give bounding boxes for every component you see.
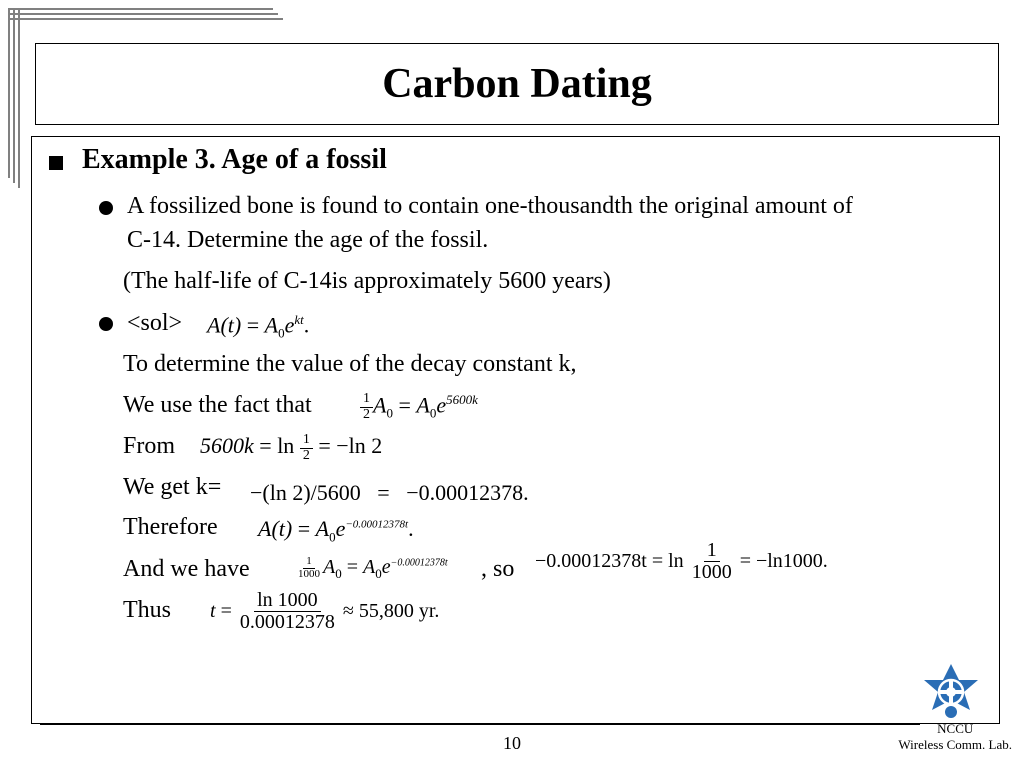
eq-from-den: 2 <box>302 447 310 463</box>
eq-so-eq2: = <box>739 550 751 572</box>
eq-fact-frac <box>360 392 373 422</box>
from-line: From <box>123 433 176 459</box>
eq-thus-rhs: 55,800 yr. <box>358 600 440 622</box>
square-bullet-icon <box>49 156 63 170</box>
eq-model-exp: kt <box>294 312 304 327</box>
eq-therefore-eq: = <box>297 516 311 541</box>
decorative-line <box>8 8 10 178</box>
eq-from-num: 1 <box>300 433 313 449</box>
eq-and-have-sub2: 0 <box>375 566 382 581</box>
eq-thus-lhs: t <box>210 600 216 622</box>
eq-so-lhs: −0.00012378t <box>535 550 647 572</box>
eq-model-eq: = <box>246 312 260 338</box>
eq-fact-eq: = <box>398 392 411 418</box>
eq-therefore-end: . <box>408 516 414 541</box>
eq-model-sub: 0 <box>278 325 285 341</box>
eq-and-have-den: 1000 <box>298 567 320 580</box>
eq-k-value: −0.00012378. <box>406 480 529 505</box>
eq-thus-den: 0.00012378 <box>239 611 335 633</box>
problem-text: A fossilized bone is found to contain one-thousandth the original amount of <box>127 193 853 219</box>
eq-and-have-sub: 0 <box>335 566 342 581</box>
equation-from <box>200 433 382 463</box>
eq-and-have-exp: −0.00012378t <box>390 557 448 569</box>
eq-from-ln: ln <box>277 433 295 459</box>
eq-fact-sub2: 0 <box>429 405 437 421</box>
eq-fact-e: e <box>436 392 447 418</box>
organization-label <box>898 721 1012 753</box>
problem-text-cont: C-14. Determine the age of the fossil. <box>127 227 489 253</box>
eq-thus-frac <box>237 590 338 633</box>
equation-and-have <box>295 556 448 582</box>
org-lab: Wireless Comm. Lab. <box>898 737 1012 752</box>
eq-model-lhs: A(t) <box>207 312 242 338</box>
eq-from-rhs: −ln 2 <box>336 433 383 459</box>
round-bullet-icon <box>99 201 113 215</box>
eq-from-eq2: = <box>318 433 331 459</box>
eq-fact-base2: A <box>416 392 430 418</box>
eq-from-lhs: 5600k <box>200 433 254 459</box>
eq-and-have-num: 1 <box>303 556 315 569</box>
equation-fact <box>360 392 478 422</box>
slide-title: Carbon Dating <box>382 61 652 107</box>
eq-so-ln: ln <box>668 550 684 572</box>
eq-fact-sub: 0 <box>386 405 393 421</box>
eq-fact-den: 2 <box>363 406 370 422</box>
decorative-line <box>8 18 283 20</box>
so-text: , so <box>481 556 515 582</box>
eq-so-frac <box>689 540 735 583</box>
equation-so <box>535 540 828 583</box>
eq-therefore-sub: 0 <box>329 529 336 545</box>
decorative-line <box>18 8 20 188</box>
footer-divider <box>40 724 920 725</box>
eq-model-base: A <box>264 312 279 338</box>
eq-and-have-base: A <box>323 556 336 578</box>
eq-and-have-base2: A <box>363 556 376 578</box>
we-get-line: We get k= <box>123 474 222 500</box>
page-number: 10 <box>503 733 521 753</box>
eq-therefore-lhs: A(t) <box>258 516 293 541</box>
eq-thus-approx: ≈ <box>342 600 354 622</box>
half-life-note: (The half-life of C-14is approximately 5600 years) <box>123 268 611 294</box>
thus-line: Thus <box>123 597 171 623</box>
eq-from-frac <box>300 433 313 463</box>
equation-k <box>250 480 529 506</box>
decorative-line <box>8 8 273 10</box>
eq-from-eq1: = <box>259 433 272 459</box>
eq-fact-base: A <box>373 392 387 418</box>
eq-and-have-e: e <box>381 556 391 578</box>
org-short: NCCU <box>937 721 974 736</box>
eq-and-have-eq: = <box>346 556 358 578</box>
sol-label: <sol> <box>127 310 183 336</box>
eq-and-have-frac <box>295 556 323 580</box>
determine-line: To determine the value of the decay constant k, <box>123 351 577 377</box>
eq-therefore-exp: −0.00012378t <box>345 518 409 531</box>
eq-therefore-base: A <box>315 516 330 541</box>
eq-so-eq1: = <box>651 550 664 572</box>
nccu-logo-icon <box>920 662 982 724</box>
equation-model <box>207 312 309 342</box>
eq-so-den: 1000 <box>691 561 732 583</box>
eq-k-expr: −(ln 2)/5600 <box>250 480 361 505</box>
eq-model-e: e <box>284 312 295 338</box>
equation-thus <box>210 590 439 633</box>
content-box <box>31 136 1000 724</box>
eq-so-rhs: −ln1000. <box>755 550 828 572</box>
eq-fact-exp: 5600k <box>446 392 478 407</box>
fact-line: We use the fact that <box>123 392 312 418</box>
therefore-line: Therefore <box>123 514 218 540</box>
eq-model-end: . <box>303 312 310 338</box>
example-heading: Example 3. Age of a fossil <box>82 144 387 175</box>
decorative-line <box>13 8 15 183</box>
eq-thus-eq: = <box>220 600 232 622</box>
eq-thus-num: ln 1000 <box>254 590 321 612</box>
equation-therefore <box>258 516 414 545</box>
eq-therefore-e: e <box>335 516 346 541</box>
and-have-line: And we have <box>123 556 250 582</box>
title-box <box>35 43 999 125</box>
eq-so-num: 1 <box>704 540 720 562</box>
round-bullet-icon <box>99 317 113 331</box>
decorative-line <box>8 13 278 15</box>
eq-k-eq: = <box>377 480 390 505</box>
eq-fact-num: 1 <box>360 392 373 408</box>
